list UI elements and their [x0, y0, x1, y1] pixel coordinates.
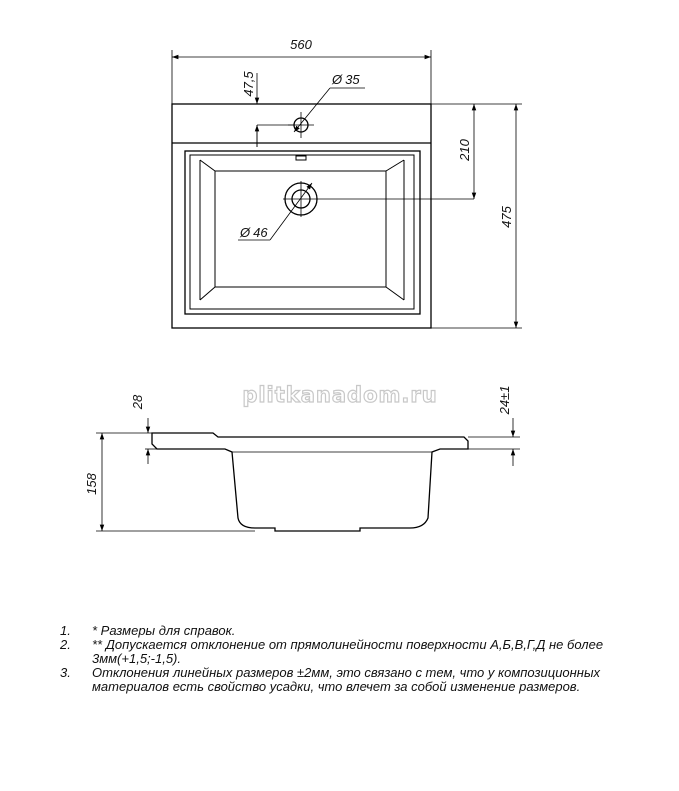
dim-total-height: 158	[84, 473, 99, 495]
overflow-slot	[296, 156, 306, 160]
note-text: Отклонения линейных размеров ±2мм, это связано с тем, что у композиционных материалов есть свойство усадки, что влечет за собой изменение размеров.	[92, 665, 601, 694]
note-item	[60, 638, 660, 666]
top-view	[172, 104, 431, 328]
basin-outline	[172, 104, 431, 328]
dim-total-depth: 475	[499, 206, 514, 228]
bowl-outer	[185, 151, 420, 314]
note-item	[60, 624, 660, 638]
side-view	[152, 433, 468, 531]
notes-list	[60, 624, 660, 694]
note-number: 2.	[60, 637, 71, 652]
top-dimensions	[172, 50, 522, 328]
note-text: * Размеры для справок.	[92, 623, 236, 638]
side-dimensions	[96, 418, 520, 531]
sink-profile	[152, 433, 468, 531]
note-text: ** Допускается отклонение от прямолинейности поверхности А,Б,В,Г,Д не более 3мм(+1,5;-1,5).	[92, 637, 604, 666]
bowl-rim	[190, 155, 414, 309]
note-item	[60, 666, 660, 694]
dim-rim-height: 28	[130, 394, 145, 410]
dim-drain: Ø 46	[240, 225, 268, 240]
dim-tap-hole: Ø 35	[332, 72, 360, 87]
dim-depth: 210	[457, 139, 472, 161]
note-number: 1.	[60, 623, 71, 638]
note-number: 3.	[60, 665, 71, 680]
dim-width: 560	[290, 37, 312, 52]
dim-side-height: 24±1	[497, 385, 512, 415]
watermark-text: plitkanadom.ru	[242, 383, 438, 407]
dim-hole-offset: 47,5	[241, 71, 256, 97]
